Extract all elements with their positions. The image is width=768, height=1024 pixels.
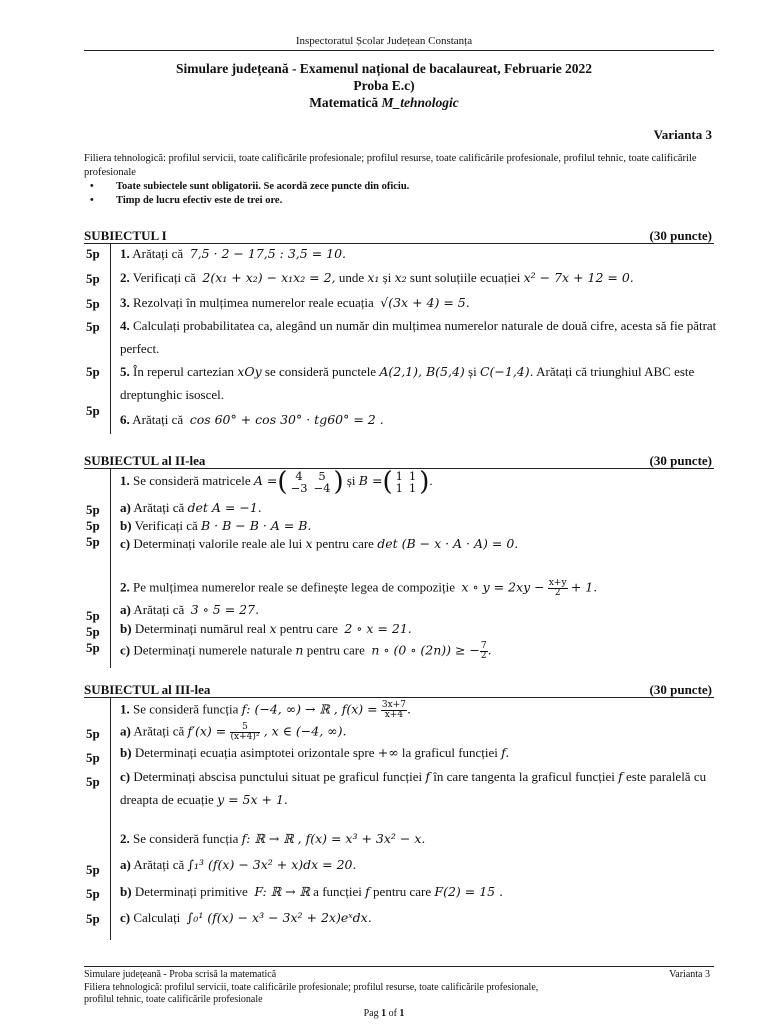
subject3-p2-item-b: b) Determinați primitive F: ℝ → ℝ a funcției f pentru care F(2) = 15 . [120,884,504,899]
subject3-rule [84,697,714,698]
points-label: 5p [86,271,100,286]
points-label: 5p [86,726,100,741]
exam-proba: Proba E.c) [353,78,415,93]
footer-variant: Varianta 3 [669,969,710,980]
page-number: Pag 1 of 1 [363,1008,405,1019]
subject2-column-divider [110,468,111,668]
footer-divider [84,966,714,967]
institution-header: Inspectoratul Școlar Județean Constanța [295,35,473,47]
fraction: $\frac{3x+7}{x+4}$ [381,700,406,720]
subject1-points: (30 puncte) [649,228,712,243]
instruction-bullet: • Toate subiectele sunt obligatorii. Se acordă zece puncte din oficiu. [84,180,714,194]
subject3-p1-item-a: a) Arătați că f′(x) = $\frac{5}{\text{(x+4)²}}$ , x ∈ (−4, ∞). [120,722,347,742]
subject2-p1-item-a: a) Arătați că det A = −1. [120,500,262,515]
subject3-points: (30 puncte) [649,682,712,697]
subject1-item-5: 5. În reperul cartezian xOy se consideră punctele A(2,1), B(5,4) și C(−1,4). Arătați că triunghiul ABC este dreptunghic isoscel. [120,364,695,402]
subject3-problem1-intro: 1. Se consideră funcția f: (−4, ∞) → ℝ , f(x) = $\frac{3x+7}{x+4}$ . [120,700,411,720]
subject1-item-1: 1. Arătați că 7,5 · 2 − 17,5 : 3,5 = 10. [120,246,347,261]
points-label: 5p [86,911,100,926]
points-label: 5p [86,534,100,549]
subject3-column-divider [110,697,111,940]
profile-text: Filiera tehnologică: profilul servicii, toate calificările profesionale; profilul resurse, toate calificările profesionale, profilul tehnic, toate calificările profesionale [84,153,697,178]
fraction: $\frac{7}{2}$ [480,641,487,661]
subject2-points: (30 puncte) [649,453,712,468]
points-label: 5p [86,862,100,877]
exam-title: Simulare județeană - Examenul național de bacalaureat, Februarie 2022 [175,61,593,76]
footer-line: Filiera tehnologică: profilul servicii, toate calificările profesionale; profilul resurse, toate calificările profesionale, [84,981,539,993]
subject3-p2-item-a: a) Arătați că ∫₁³ (f(x) − 3x² + x)dx = 20. [120,857,357,872]
subject2-p2-item-a: a) Arătați că 3 ∘ 5 = 27. [120,602,260,617]
subject1-item-3: 3. Rezolvați în mulțimea numerelor reale ecuația √(3x + 4) = 5. [120,295,470,310]
subject2-problem1-intro: 1. Se consideră matricele A =( 4 5 −3 −4 ) și B =( 1 1 1 1 ). [120,467,433,497]
points-label: 5p [86,640,100,655]
fraction: $\frac{x+y}{2}$ [548,578,567,598]
subject1-item-6: 6. Arătați că cos 60° + cos 30° · tg60° = 2 . [120,412,384,427]
subject3-problem2-intro: 2. Se consideră funcția f: ℝ → ℝ , f(x) = x³ + 3x² − x. [120,831,426,846]
points-label: 5p [86,319,100,334]
points-label: 5p [86,502,100,517]
points-label: 5p [86,886,100,901]
instruction-bullet: • Timp de lucru efectiv este de trei ore. [84,194,714,208]
subject1-column-divider [110,243,111,434]
instructions-list [84,180,714,208]
subject2-p1-item-c: c) Determinați valorile reale ale lui x pentru care det (B − x · A · A) = 0. [120,536,519,551]
variant-label: Varianta 3 [653,127,712,142]
points-label: 5p [86,364,100,379]
subject2-problem2-intro: 2. Pe mulțimea numerelor reale se definește legea de compoziție x ∘ y = 2xy − $\frac{x+y}{2}$ + 1. [120,578,598,598]
subject2-title: SUBIECTUL al II-lea [84,453,206,468]
subject1-item-4: 4. Calculați probabilitatea ca, alegând un număr din mulțimea numerelor naturale de două cifre, acesta să fie pătrat perfect. [120,318,717,356]
subject1-title: SUBIECTUL I [84,228,167,243]
points-label: 5p [86,774,100,789]
points-label: 5p [86,246,100,261]
points-label: 5p [86,608,100,623]
subject3-p2-item-c: c) Calculați ∫₀¹ (f(x) − x³ − 3x² + 2x)eˣdx. [120,910,372,925]
points-label: 5p [86,518,100,533]
subject1-item-2: 2. Verificați că 2(x₁ + x₂) − x₁x₂ = 2, unde x₁ și x₂ sunt soluțiile ecuației x² − 7x + 12 = 0. [120,270,634,285]
fraction: $\frac{5}{\text{(x+4)²}}$ [230,722,260,742]
subject2-p2-item-b: b) Determinați numărul real x pentru care 2 ∘ x = 21. [120,621,412,636]
points-label: 5p [86,750,100,765]
footer-line: Simulare județeană - Proba scrisă la matematică [84,969,277,980]
footer-info [84,969,714,1007]
subject3-title: SUBIECTUL al III-lea [84,682,211,697]
points-label: 5p [86,403,100,418]
matrix-a: ( 4 5 −3 −4 ) [277,467,344,497]
footer-line: profilul tehnic, toate calificările profesionale [84,994,263,1005]
exam-subject [0,95,768,111]
subject1-rule [84,243,714,244]
header-divider [84,50,714,51]
points-label: 5p [86,296,100,311]
points-label: 5p [86,624,100,639]
subject3-p1-item-b: b) Determinați ecuația asimptotei orizontale spre +∞ la graficul funcției f. [120,745,510,760]
subject3-p1-item-c: c) Determinați abscisa punctului situat pe graficul funcției f în care tangenta la graficul funcției f este paralelă cu dreapta de ecuație y = 5x + 1. [120,769,707,807]
matrix-b: ( 1 1 1 1 ) [382,467,430,497]
subject2-p1-item-b: b) Verificați că B · B − B · A = B. [120,518,312,533]
subject-prefix: Matematică [309,95,382,110]
subject-italic: M_tehnologic [381,95,459,110]
subject2-p2-item-c: c) Determinați numerele naturale n pentru care n ∘ (0 ∘ (2n)) ≥ − $\frac{7}{2}$ . [120,641,492,661]
